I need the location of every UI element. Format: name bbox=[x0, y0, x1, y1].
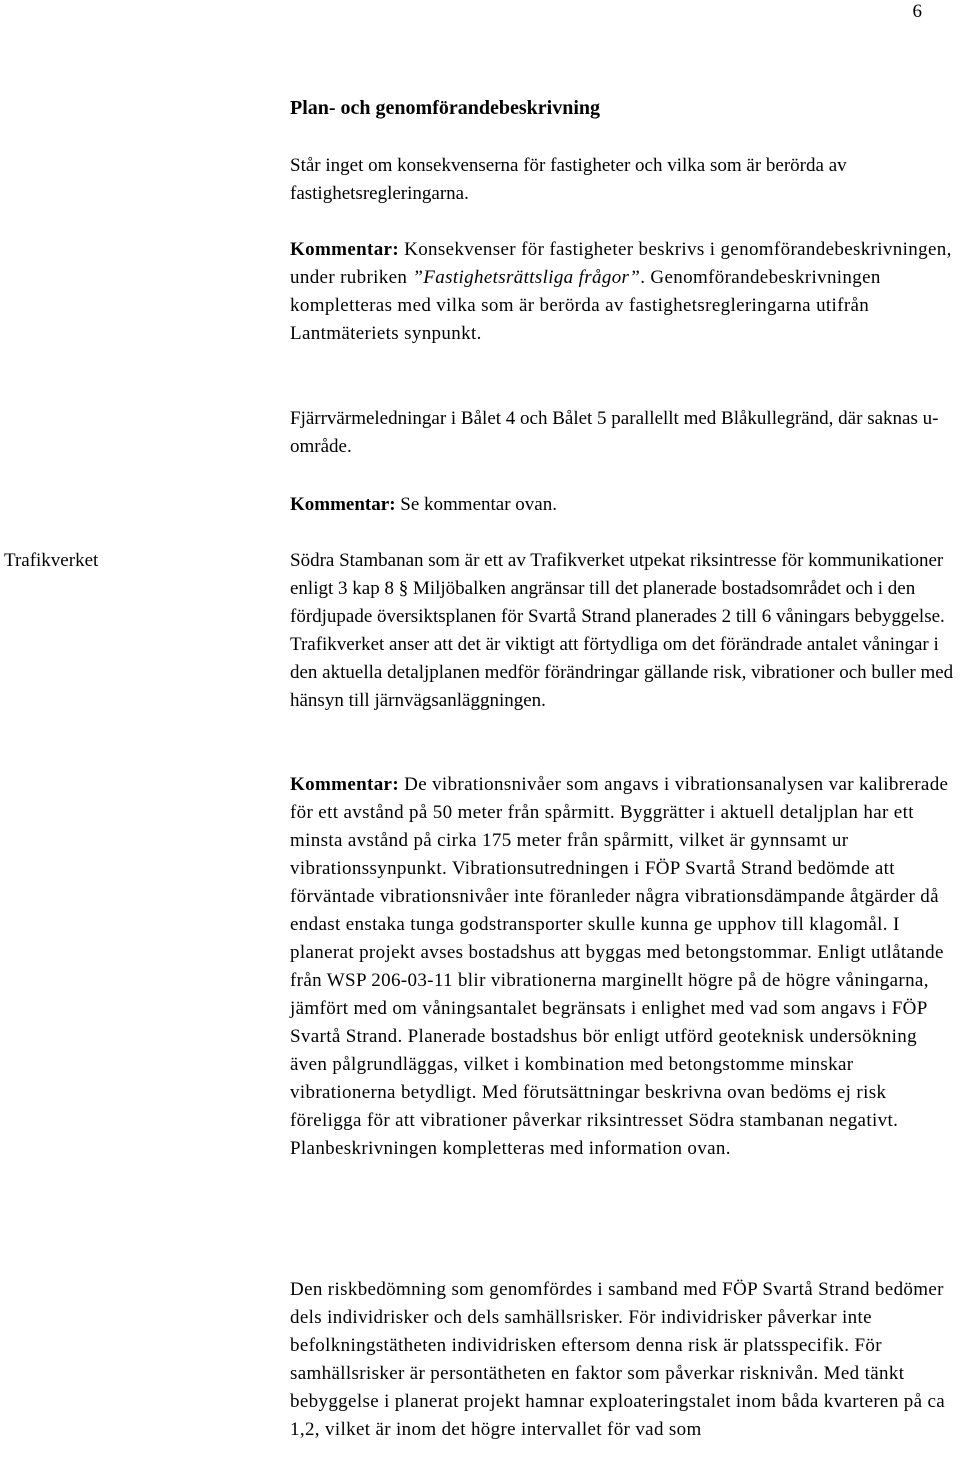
paragraph-risk-assessment: Den riskbedömning som genomfördes i samband med FÖP Svartå Strand bedömer dels individrisker och dels samhällsrisker. För individrisker påverkar inte befolkningstätheten individrisken eftersom denna risk är platsspecifik. För samhällsrisker är persontätheten en faktor som påverkar risknivån. Med tänkt bebyggelse i planerat projekt hamnar exploateringstalet inom båda kvarteren på ca 1,2, vilket är inom det högre intervallet för vad som bbox=[290, 1279, 946, 1440]
comment-paragraph-see-above bbox=[290, 491, 955, 519]
side-label-trafikverket: Trafikverket bbox=[4, 550, 99, 571]
comment-text: De vibrationsnivåer som angavs i vibrationsanalysen var kalibrerade för ett avstånd på 50 meter från spårmitt. Byggrätter i aktuell detaljplan har ett minsta avstånd på cirka 175 meter från spårmitt, vilket är gynnsamt ur vibrationssynpunkt. Vibrationsutredningen i FÖP Svartå Strand bedömde att förväntade vibrationsnivåer inte föranleder några vibrationsdämpande åtgärder då endast enstaka tunga godstransporter skulle kunna ge upphov till klagomål. I planerat projekt avses bostadshus att byggas med betongstommar. Enligt utlåtande från WSP 206-03-11 blir vibrationerna marginellt högre på de högre våningarna, jämfört med om våningsantalet begränsats i enlighet med vad som angavs i FÖP Svartå Strand. Planerade bostadshus bör enligt utförd geoteknisk undersökning även pålgrundläggas, vilket i kombination med betongstomme minskar vibrationerna betydligt. Med förutsättningar beskrivna ovan bedöms ej risk föreligga för att vibrationer påverkar riksintresset Södra stambanan negativt. Planbeskrivningen kompletteras med information ovan. bbox=[290, 774, 949, 1159]
comment-label: Kommentar: bbox=[290, 494, 396, 515]
section-heading: Plan- och genomförandebeskrivning bbox=[290, 97, 601, 119]
paragraph-consequences: Står inget om konsekvenserna för fastigheter och vilka som är berörda av fastighetsregleringarna. bbox=[290, 155, 847, 204]
comment-paragraph-consequences bbox=[290, 236, 955, 348]
paragraph-district-heating: Fjärrvärmeledningar i Bålet 4 och Bålet 5 parallellt med Blåkullegränd, där saknas u-område. bbox=[290, 408, 939, 457]
comment-label: Kommentar: bbox=[290, 774, 400, 795]
comment-text: Se kommentar ovan. bbox=[395, 494, 557, 515]
comment-paragraph-vibrations bbox=[290, 771, 955, 1163]
comment-quote: ”Fastighetsrättsliga frågor” bbox=[412, 267, 641, 288]
comment-label: Kommentar: bbox=[290, 239, 400, 260]
paragraph-trafikverket: Södra Stambanan som är ett av Trafikverket utpekat riksintresse för kommunikationer enligt 3 kap 8 § Miljöbalken angränsar till det planerade bostadsområdet och i den fördjupade översiktsplanen för Svartå Strand planerades 2 till 6 våningars bebyggelse. Trafikverket anser att det är viktigt att förtydliga om det förändrade antalet våningar i den aktuella detaljplanen medför förändringar gällande risk, vibrationer och buller med hänsyn till järnvägsanläggningen. bbox=[290, 550, 954, 711]
comment-text-a: Konsekvenser för fastigheter beskrivs i genomförandebeskrivningen, under rubriken bbox=[290, 239, 952, 288]
page-number: 6 bbox=[912, 1, 922, 22]
comment-text-b: . Genomförandebeskrivningen kompletteras med vilka som är berörda av fastighetsregleringarna utifrån Lantmäteriets synpunkt. bbox=[290, 267, 881, 344]
